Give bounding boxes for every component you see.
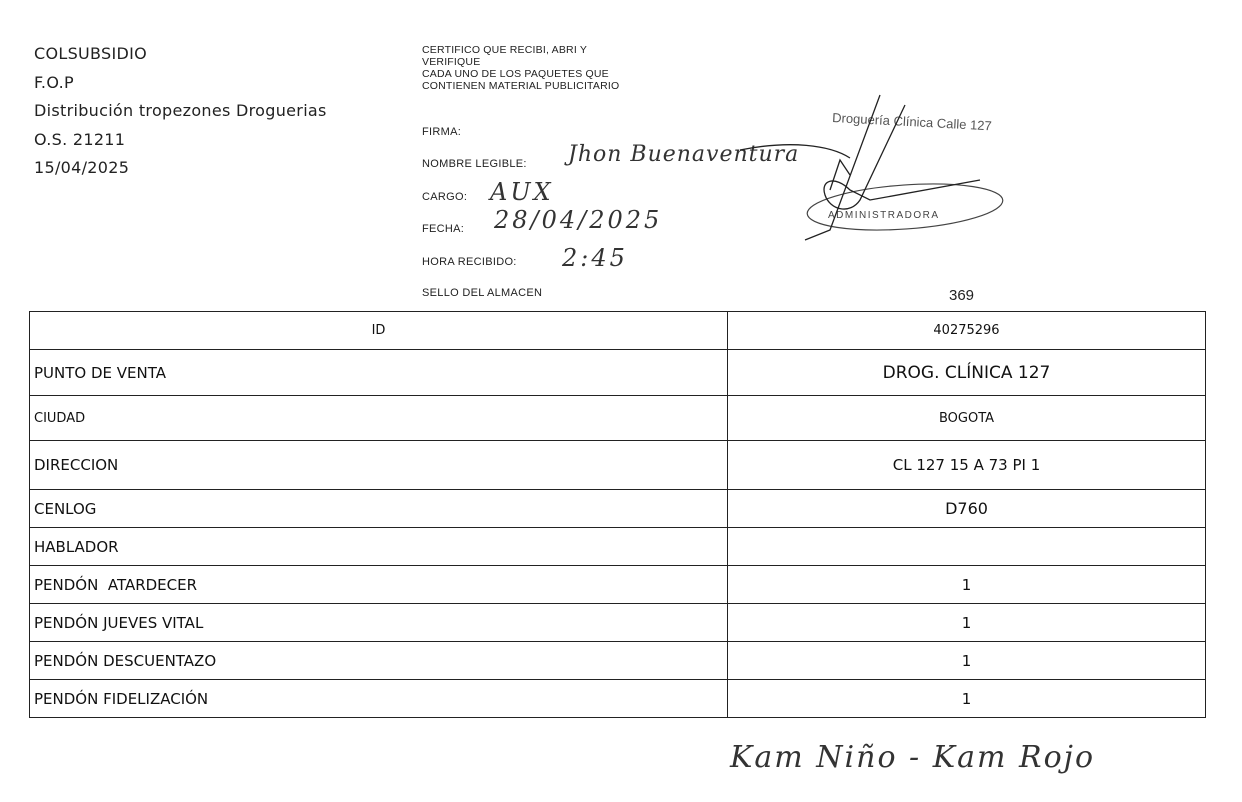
firma-label: FIRMA: [422,126,462,138]
row-value: 1 [728,642,1206,680]
sello-label: SELLO DEL ALMACEN [422,287,543,299]
fecha-handwritten: 28/04/2025 [494,206,663,234]
row-label: CENLOG [30,490,728,528]
table-row [30,312,1206,350]
company-name: COLSUBSIDIO [34,44,148,63]
row-label: PUNTO DE VENTA [30,350,728,396]
cert-line-4: CONTIENEN MATERIAL PUBLICITARIO [422,80,620,92]
row-value: CL 127 15 A 73 PI 1 [728,441,1206,490]
table-row [30,642,1206,680]
row-label: PENDÓN FIDELIZACIÓN [30,680,728,718]
row-label: HABLADOR [30,528,728,566]
table-row [30,350,1206,396]
delivery-table [29,311,1206,718]
cargo-handwritten: AUX [490,178,554,206]
row-label: PENDÓN JUEVES VITAL [30,604,728,642]
document-subject: Distribución tropezones Droguerias [34,101,327,120]
row-value: 1 [728,604,1206,642]
id-header: ID [30,312,728,350]
footer-handwritten-note: Kam Niño - Kam Rojo [730,740,1096,775]
cargo-label: CARGO: [422,191,468,203]
id-value: 40275296 [728,312,1206,350]
service-order: O.S. 21211 [34,129,126,149]
document-date: 15/04/2025 [34,158,130,177]
row-value [728,528,1206,566]
fecha-label: FECHA: [422,223,465,235]
department: F.O.P [34,72,74,92]
nombre-handwritten: Jhon Buenaventura [568,142,800,167]
row-value: DROG. CLÍNICA 127 [728,350,1206,396]
row-label: DIRECCION [30,441,728,490]
hora-label: HORA RECIBIDO: [422,256,517,268]
table-row [30,566,1206,604]
stamp-bottom-text: ADMINISTRADORA [828,210,940,221]
stamp-number: 369 [949,287,975,304]
table-row [30,490,1206,528]
hora-handwritten: 2:45 [562,244,628,272]
nombre-label: NOMBRE LEGIBLE: [422,158,527,170]
table-row [30,604,1206,642]
table-row [30,441,1206,490]
row-value: 1 [728,680,1206,718]
cert-line-1: CERTIFICO QUE RECIBI, ABRI Y [422,44,588,56]
row-label: PENDÓN DESCUENTAZO [30,642,728,680]
row-value: 1 [728,566,1206,604]
row-value: D760 [728,490,1206,528]
table-row [30,396,1206,441]
row-value: BOGOTA [728,396,1206,441]
cert-line-2: VERIFIQUE [422,56,481,68]
stamp-top-text: Droguería Clínica Calle 127 [831,110,993,134]
row-label: PENDÓN ATARDECER [30,566,728,604]
table-row [30,528,1206,566]
table-row [30,680,1206,718]
row-label: CIUDAD [30,396,728,441]
cert-line-3: CADA UNO DE LOS PAQUETES QUE [422,68,609,80]
